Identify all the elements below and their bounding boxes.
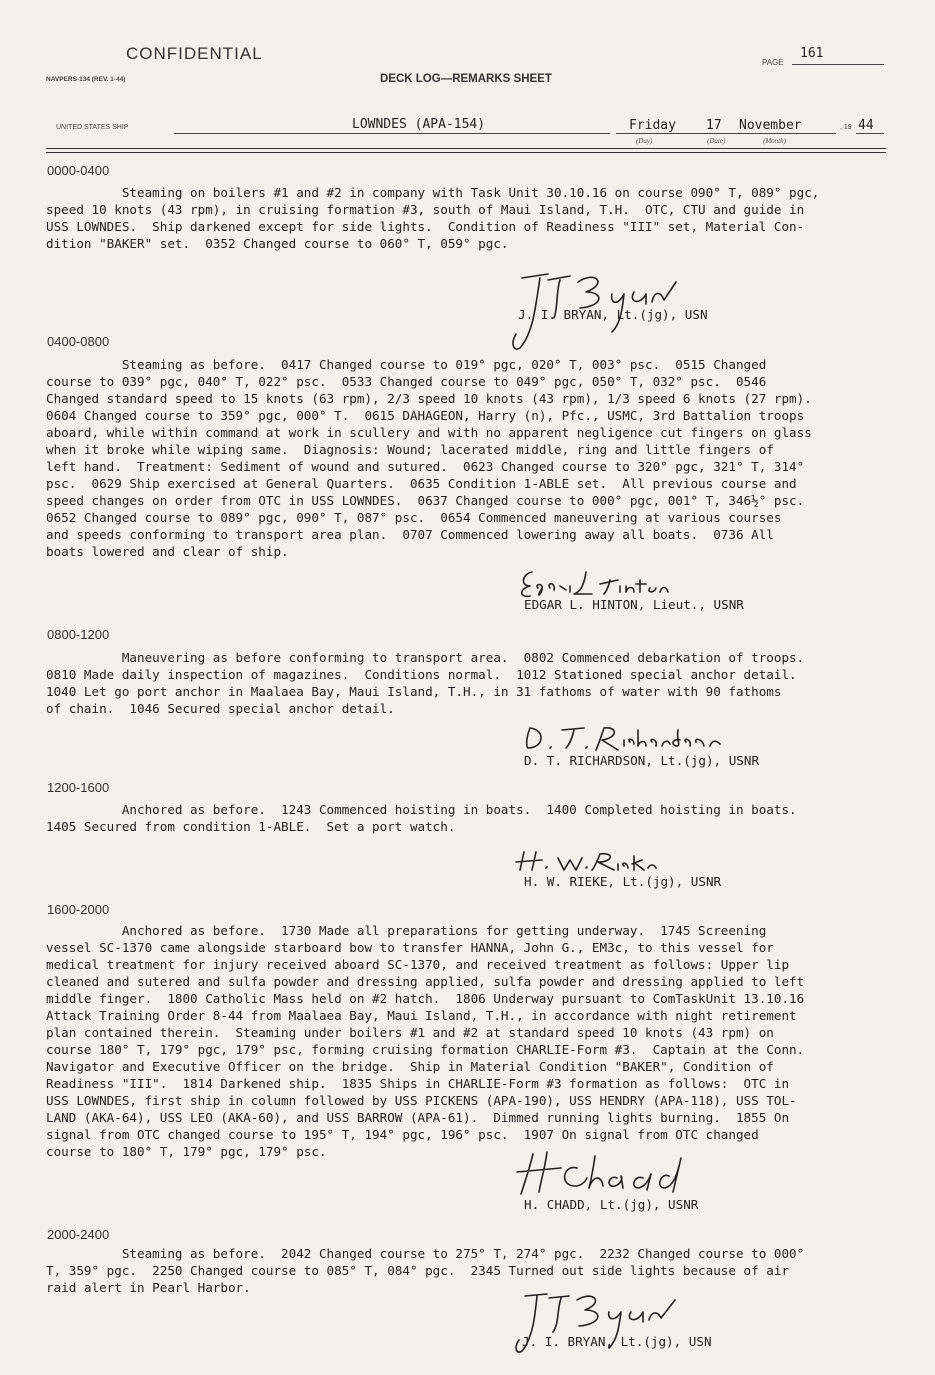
signature-name: EDGAR L. HINTON, Lieut., USNR xyxy=(524,597,744,612)
log-entry-text: Steaming on boilers #1 and #2 in company with Task Unit 30.10.16 on course 090° T, 089° pgc, speed 10 knots (43 rpm), in cruising formation #3, south of Maui Island, T.H. OTC, CTU and guide in USS LOWNDES. Ship darkened except for side lights. Condition of Readiness "III" set, Material Con- dition "BAKER" set. 0352 Changed course to 060° T, 059° pgc. xyxy=(46,185,820,251)
date-caption: (Date) xyxy=(707,137,726,145)
month-caption: (Month) xyxy=(763,137,786,145)
watch-period-label: 1600-2000 xyxy=(47,902,110,917)
ship-line xyxy=(174,133,610,134)
signature-name: H. W. RIEKE, Lt.(jg), USNR xyxy=(524,874,722,889)
classification-label: CONFIDENTIAL xyxy=(126,44,263,63)
sheet-title: DECK LOG—REMARKS SHEET xyxy=(380,73,552,85)
page-line xyxy=(792,64,884,65)
signature-image xyxy=(510,846,660,874)
log-entry-text: Steaming as before. 0417 Changed course to 019° pgc, 020° T, 003° psc. 0515 Changed course to 039° pgc, 040° T, 022° psc. 0533 Changed course to 049° pgc, 050° T, 032° psc. 0546 Changed standard speed to 15 knots (63 rpm), 2/3 speed 10 knots (43 rpm), 1/3 speed 6 knots (27 rpm). 0604 Changed course to 359° pgc, 000° T. 0615 DAHAGEON, Harry (n), Pfc., USMC, 3rd Battalion troops aboard, while within command at work in scullery and with no apparent negligence cut fingers on glass when it broke while wiping same. Diagnosis: Wound; lacerated middle, ring and little fingers of left hand. Treatment: Sediment of wound and sutured. 0623 Changed course to 320° pgc, 321° T, 314° psc. 0629 Ship exercised at General Quarters. 0635 Condition 1-ABLE set. All previous course and speed changes on order from OTC in USS LOWNDES. 0637 Changed course to 000° pgc, 001° T, 346½° psc. 0652 Changed course to 089° pgc, 090° T, 087° psc. 0654 Commenced maneuvering at various courses and speeds conforming to transport area plan. 0707 Commenced lowering away all boats. 0736 All boats lowered and clear of ship. xyxy=(46,357,812,559)
log-entry-text: Steaming as before. 2042 Changed course to 275° T, 274° pgc. 2232 Changed course to 000° T, 359° pgc. 2250 Changed course to 085° T, 084° pgc. 2345 Turned out side lights because of air raid alert in Pearl Harbor. xyxy=(46,1246,805,1295)
year-line xyxy=(856,133,884,134)
signature-name: J. I. BRYAN, Lt.(jg), USN xyxy=(522,1334,712,1349)
header-rule-thin xyxy=(46,152,886,153)
header-rule xyxy=(46,148,886,149)
date-value: 17 xyxy=(706,118,722,133)
year-prefix: , 19 xyxy=(840,124,852,131)
day-value: Friday xyxy=(629,118,676,133)
ship-label: UNITED STATES SHIP xyxy=(56,124,129,131)
year-value: 44 xyxy=(858,118,874,133)
log-entry-text: Anchored as before. 1243 Commenced hoisting in boats. 1400 Completed hoisting in boats. 1405 Secured from condition 1-ABLE. Set a port watch. xyxy=(46,802,797,834)
page-label: PAGE xyxy=(762,58,784,67)
signature-name: H. CHADD, Lt.(jg), USNR xyxy=(524,1197,699,1212)
watch-period-label: 0800-1200 xyxy=(47,627,110,642)
page-number: 161 xyxy=(800,46,824,61)
date-line xyxy=(616,133,836,134)
log-entry-text: Maneuvering as before conforming to transport area. 0802 Commenced debarkation of troops. 0810 Made daily inspection of magazines. Conditions normal. 1012 Stationed special anchor detail. 1040 Let go port anchor in Maalaea Bay, Maui Island, T.H., in 31 fathoms of water with 90 fathoms of chain. 1046 Secured special anchor detail. xyxy=(46,650,805,716)
ship-name: LOWNDES (APA-154) xyxy=(352,117,486,132)
watch-period-label: 0000-0400 xyxy=(47,163,110,178)
signature-name: J. I. BRYAN, Lt.(jg), USN xyxy=(518,307,708,322)
watch-period-label: 0400-0800 xyxy=(47,334,110,349)
signature-image xyxy=(520,720,730,754)
signature-name: D. T. RICHARDSON, Lt.(jg), USNR xyxy=(524,753,760,768)
watch-period-label: 2000-2400 xyxy=(47,1227,110,1242)
signature-image xyxy=(505,1146,705,1198)
form-id: NAVPERS-134 (REV. 1-44) xyxy=(46,76,126,83)
watch-period-label: 1200-1600 xyxy=(47,780,110,795)
day-caption: (Day) xyxy=(636,137,653,145)
month-value: November xyxy=(739,118,802,133)
log-entry-text: Anchored as before. 1730 Made all preparations for getting underway. 1745 Screening vessel SC-1370 came alongside starboard bow to transfer HANNA, John G., EM3c, to this vessel for medical treatment for injury received aboard SC-1370, and received treatment as follows: Upper lip cleaned and sutered and sulfa powder and dressing applied, sulfa powder and dressing applied to left middle finger. 1800 Catholic Mass held on #2 hatch. 1806 Underway pursuant to ComTaskUnit 13.10.16 Attack Training Order 8-44 from Maalaea Bay, Maui Island, T.H., in accordance with night retirement plan contained therein. Steaming under boilers #1 and #2 at standard speed 10 knots (43 rpm) on course 180° T, 179° pgc, 179° psc, forming cruising formation CHARLIE-Form #3. Captain at the Conn. Navigator and Executive Officer on the bridge. Ship in Material Condition "BAKER", Condition of Readiness "III". 1814 Darkened ship. 1835 Ships in CHARLIE-Form #3 formation as follows: OTC in USS LOWNDES, first ship in column followed by USS PICKENS (APA-190), USS HENDRY (APA-118), USS TOL- LAND (AKA-64), USS LEO (AKA-60), and USS BARROW (APA-61). Dimmed running lights burning. 1855 On signal from OTC changed course to 195° T, 194° pgc, 196° psc. 1907 On signal from OTC changed course to 180° T, 179° pgc, 179° psc. xyxy=(46,923,805,1159)
